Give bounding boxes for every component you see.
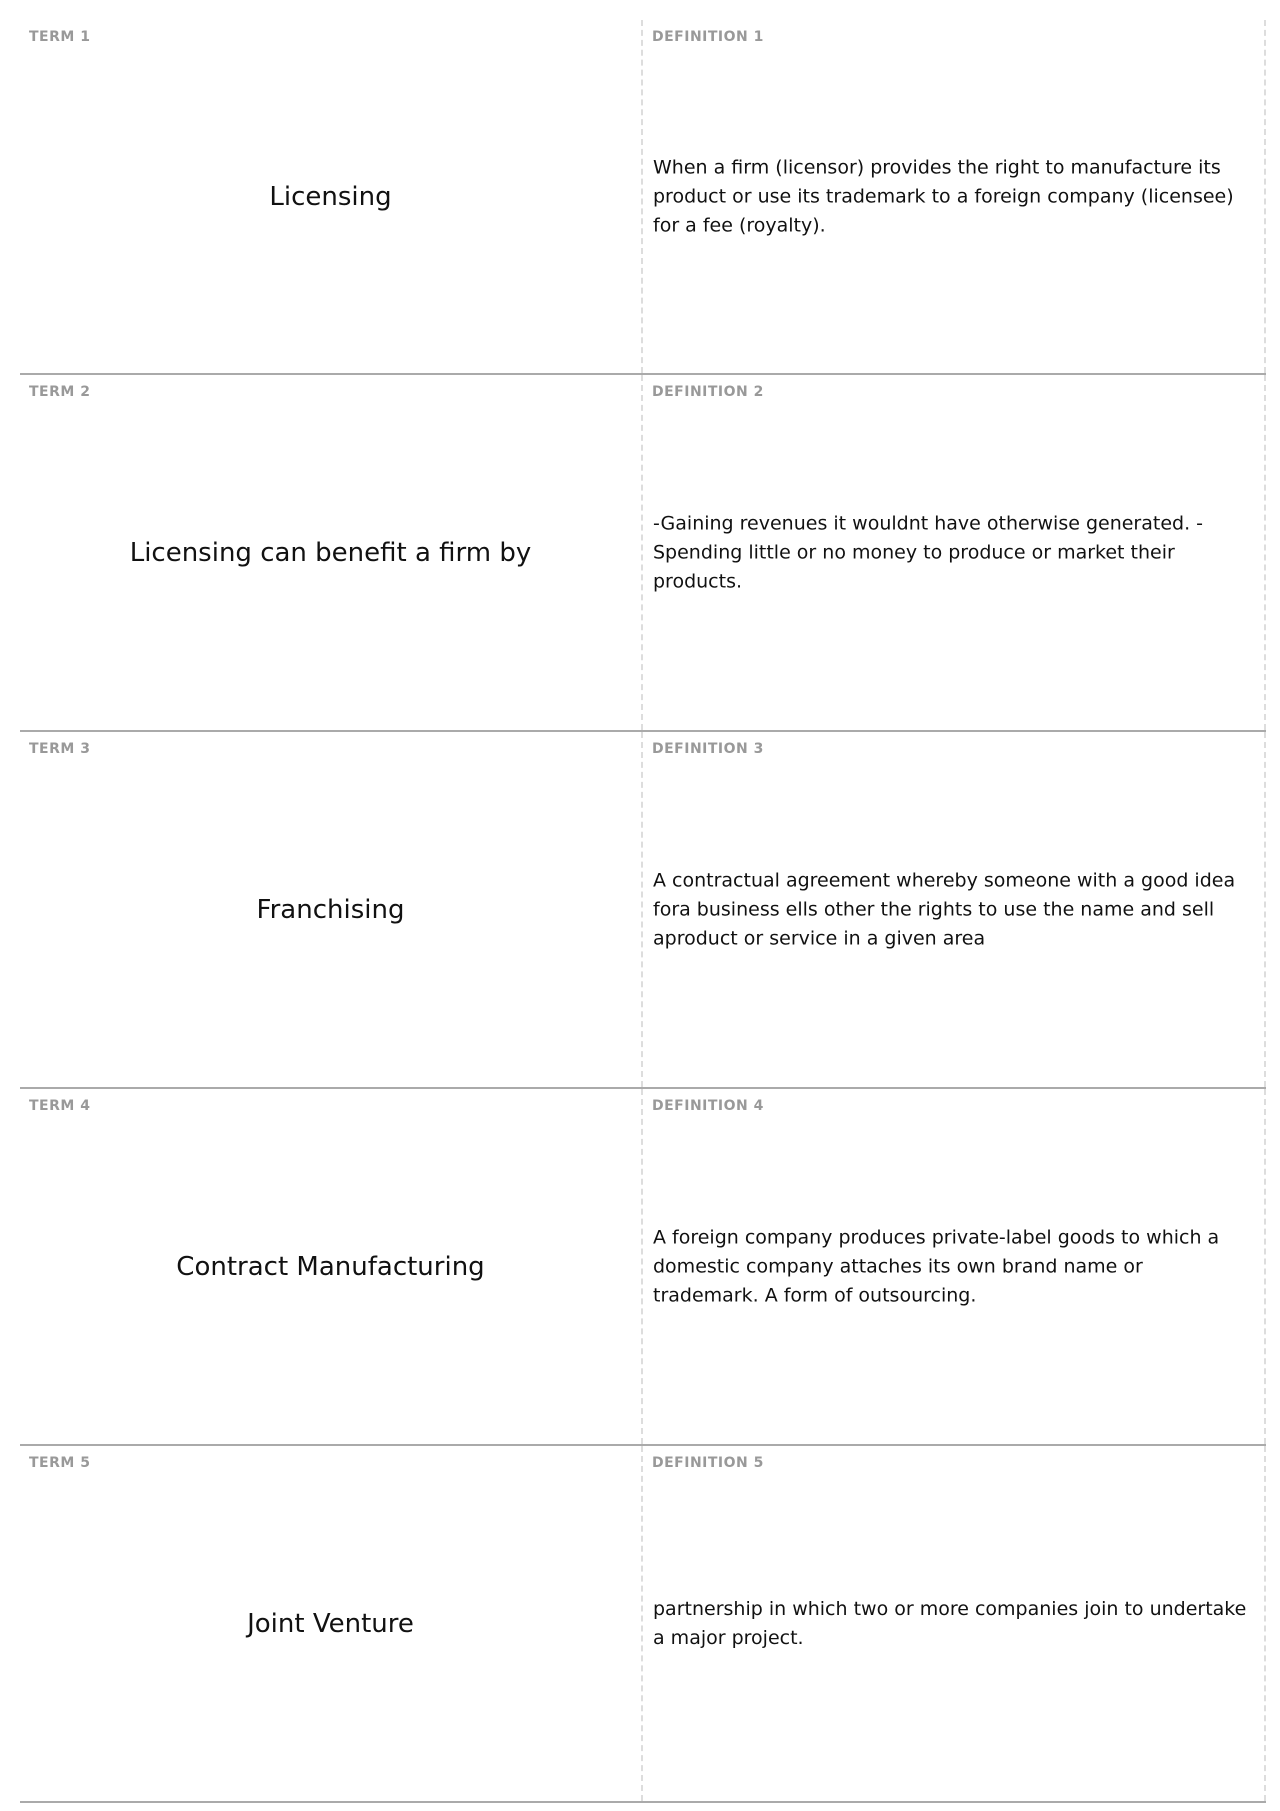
- card-row-4: [20, 1089, 1266, 1446]
- definition-cell-3: [643, 732, 1266, 1087]
- term-cell-4: [20, 1089, 643, 1444]
- definition-text-4: A foreign company produces private-label goods to which a domestic company attaches its own brand name or trademark. A form of outsourcing.: [653, 1226, 1220, 1306]
- definition-label-1: DEFINITION 1: [652, 29, 764, 45]
- term-label-2: TERM 2: [29, 384, 91, 400]
- term-cell-1: [20, 20, 643, 373]
- card-row-5: [20, 1446, 1266, 1803]
- term-cell-5: [20, 1446, 643, 1801]
- term-cell-3: [20, 732, 643, 1087]
- definition-cell-2: [643, 375, 1266, 730]
- term-label-3: TERM 3: [29, 741, 91, 757]
- definition-label-4: DEFINITION 4: [652, 1098, 764, 1114]
- definition-text-5: partnership in which two or more companies join to undertake a major project.: [653, 1597, 1247, 1649]
- definition-cell-5: [643, 1446, 1266, 1801]
- term-text-4: Contract Manufacturing: [176, 1251, 485, 1282]
- term-text-3: Franchising: [256, 894, 405, 925]
- definition-text-1: When a firm (licensor) provides the right to manufacture its product or use its trademark to a foreign company (licensee) for a fee (royalty).: [653, 156, 1234, 236]
- term-label-5: TERM 5: [29, 1455, 91, 1471]
- card-row-1: [20, 20, 1266, 375]
- term-label-4: TERM 4: [29, 1098, 91, 1114]
- definition-label-3: DEFINITION 3: [652, 741, 764, 757]
- card-row-2: [20, 375, 1266, 732]
- term-text-5: Joint Venture: [247, 1608, 414, 1639]
- definition-text-3: A contractual agreement whereby someone with a good idea fora business ells other the rights to use the name and sell aproduct or service in a given area: [653, 869, 1236, 949]
- definition-text-2: -Gaining revenues it wouldnt have otherwise generated. -Spending little or no money to produce or market their products.: [653, 512, 1204, 592]
- definition-cell-4: [643, 1089, 1266, 1444]
- term-text-1: Licensing: [269, 181, 392, 212]
- term-cell-2: [20, 375, 643, 730]
- definition-label-2: DEFINITION 2: [652, 384, 764, 400]
- definition-cell-1: [643, 20, 1266, 373]
- flashcard-sheet: [20, 20, 1266, 1803]
- term-text-2: Licensing can benefit a firm by: [129, 537, 532, 568]
- definition-label-5: DEFINITION 5: [652, 1455, 764, 1471]
- term-label-1: TERM 1: [29, 29, 91, 45]
- card-row-3: [20, 732, 1266, 1089]
